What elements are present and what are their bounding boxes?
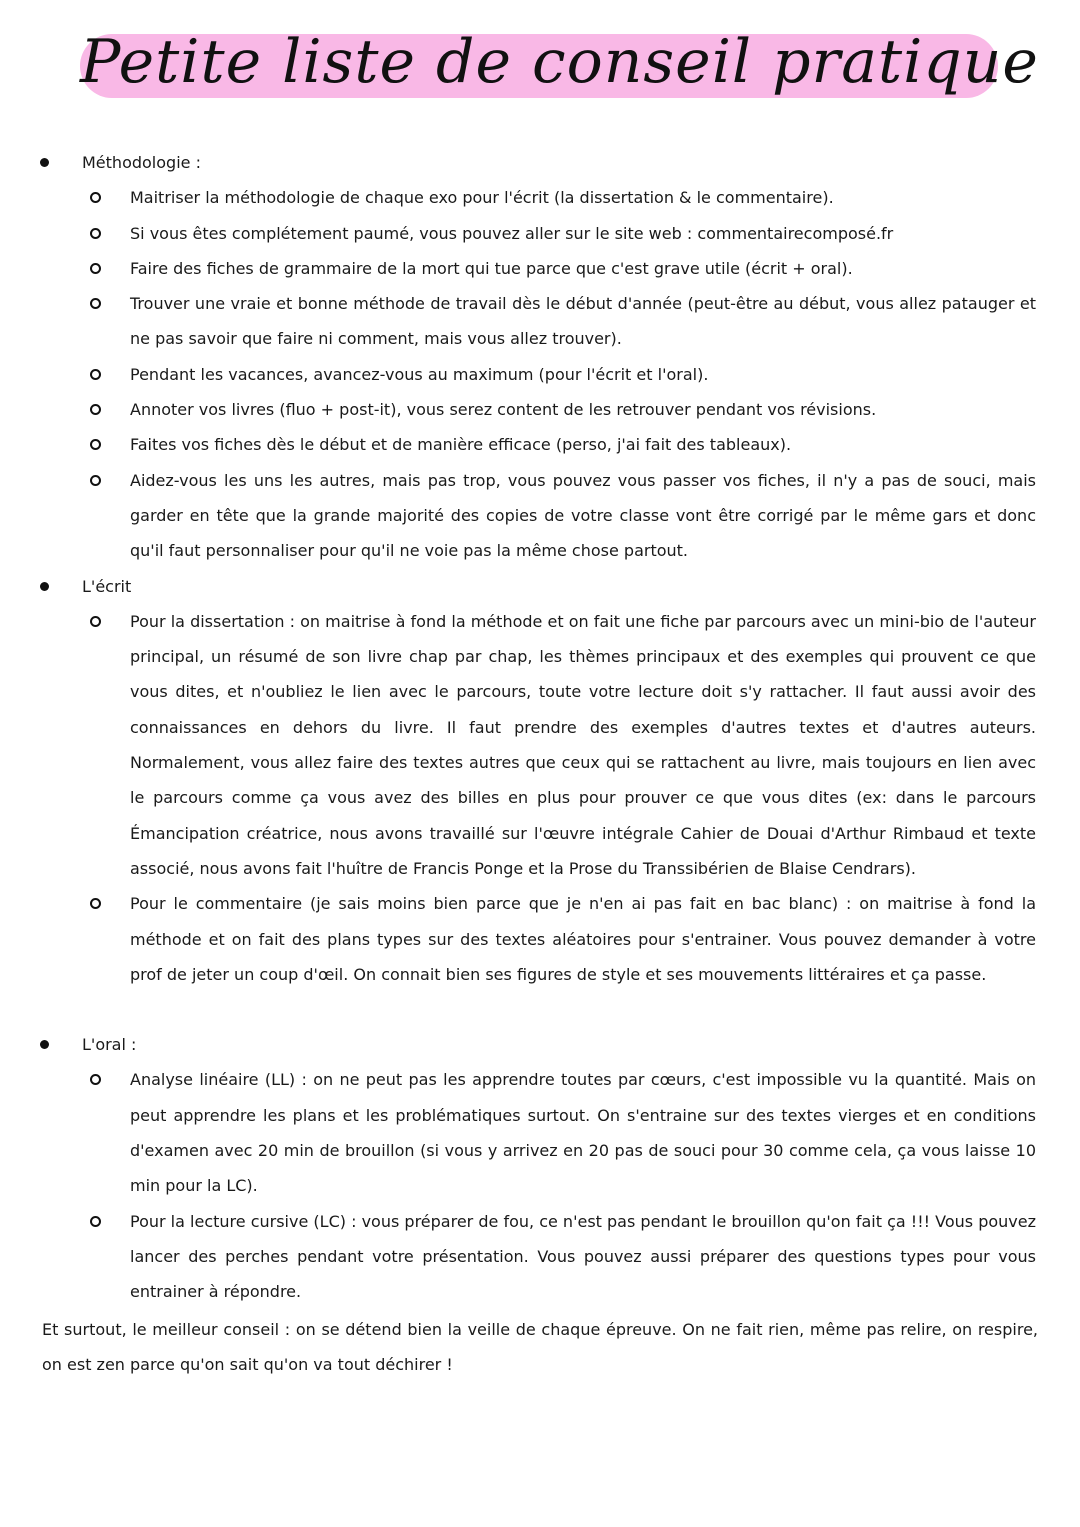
section-spacer — [36, 992, 1036, 1027]
page-title: Petite liste de conseil pratique — [80, 27, 1039, 97]
list-item: Trouver une vraie et bonne méthode de travail dès le début d'année (peut-être au début, vous allez patauger et ne pas savoir que faire ni comment, mais vous allez trouver). — [130, 286, 1036, 357]
list-item: Analyse linéaire (LL) : on ne peut pas les apprendre toutes par cœurs, c'est impossible vu la quantité. Mais on peut apprendre les plans et les problématiques surtout. On s'entraine sur des textes vierges et en conditions d'examen avec 20 min de brouillon (si vous y arrivez en 20 pas de souci pour 30 comme cela, ça vous laisse 10 min pour la LC). — [130, 1062, 1036, 1203]
section-heading: Méthodologie : — [82, 153, 201, 172]
list-item: Annoter vos livres (fluo + post-it), vous serez content de les retrouver pendant vos révisions. — [130, 392, 1036, 427]
list-item: Faire des fiches de grammaire de la mort qui tue parce que c'est grave utile (écrit + oral). — [130, 251, 1036, 286]
list-item: Maitriser la méthodologie de chaque exo pour l'écrit (la dissertation & le commentaire). — [130, 180, 1036, 215]
list-item: Pour le commentaire (je sais moins bien parce que je n'en ai pas fait en bac blanc) : on maitrise à fond la méthode et on fait des plans types sur des textes aléatoires pour s'entrainer. Vous pouvez demander à votre prof de jeter un coup d'œil. On connait bien ses figures de style et ses mouvements littéraires et ça passe. — [130, 886, 1036, 992]
list-item: Pour la lecture cursive (LC) : vous préparer de fou, ce n'est pas pendant le brouillon qu'on fait ça !!! Vous pouvez lancer des perches pendant votre présentation. Vous pouvez aussi préparer des questions types pour vous entrainer à répondre. — [130, 1204, 1036, 1310]
list-item: Si vous êtes complétement paumé, vous pouvez aller sur le site web : commentairecomposé.fr — [130, 216, 1036, 251]
final-advice: Et surtout, le meilleur conseil : on se détend bien la veille de chaque épreuve. On ne fait rien, même pas relire, on respire, on est zen parce qu'on sait qu'on va tout déchirer ! — [42, 1320, 1038, 1375]
section-ecrit — [36, 569, 1036, 993]
list-item: Aidez-vous les uns les autres, mais pas trop, vous pouvez vous passer vos fiches, il n'y a pas de souci, mais garder en tête que la grande majorité des copies de votre classe vont être corrigé par le même gars et donc qu'il faut personnaliser pour qu'il ne voie pas la même chose partout. — [130, 463, 1036, 569]
section-heading: L'écrit — [82, 576, 132, 596]
section-heading: L'oral : — [82, 1035, 137, 1055]
section-methodologie — [36, 145, 1036, 569]
title-banner — [80, 27, 1039, 102]
list-item: Pour la dissertation : on maitrise à fond la méthode et on fait une fiche par parcours avec un mini-bio de l'auteur principal, un résumé de son livre chap par chap, les thèmes principaux et des exemples qui prouvent ce que vous dites, et n'oubliez le lien avec le parcours, toute votre lecture doit s'y rattacher. Il faut aussi avoir des connaissances en dehors du livre. Il faut prendre des exemples d'autres textes et d'autres auteurs. Normalement, vous allez faire des textes autres que ceux qui se rattachent au livre, mais toujours en lien avec le parcours comme ça vous avez des billes en plus pour prouver ce que vous dites (ex: dans le parcours Émancipation créatrice, nous avons travaillé sur l'œuvre intégrale Cahier de Douai d'Arthur Rimbaud et texte associé, nous avons fait l'huître de Francis Ponge et la Prose du Transsibérien de Blaise Cendrars). — [130, 604, 1036, 886]
list-item: Faites vos fiches dès le début et de manière efficace (perso, j'ai fait des tableaux). — [130, 427, 1036, 462]
section-oral — [36, 1027, 1036, 1309]
list-item: Pendant les vacances, avancez-vous au maximum (pour l'écrit et l'oral). — [130, 357, 1036, 392]
advice-list — [36, 145, 1036, 1310]
